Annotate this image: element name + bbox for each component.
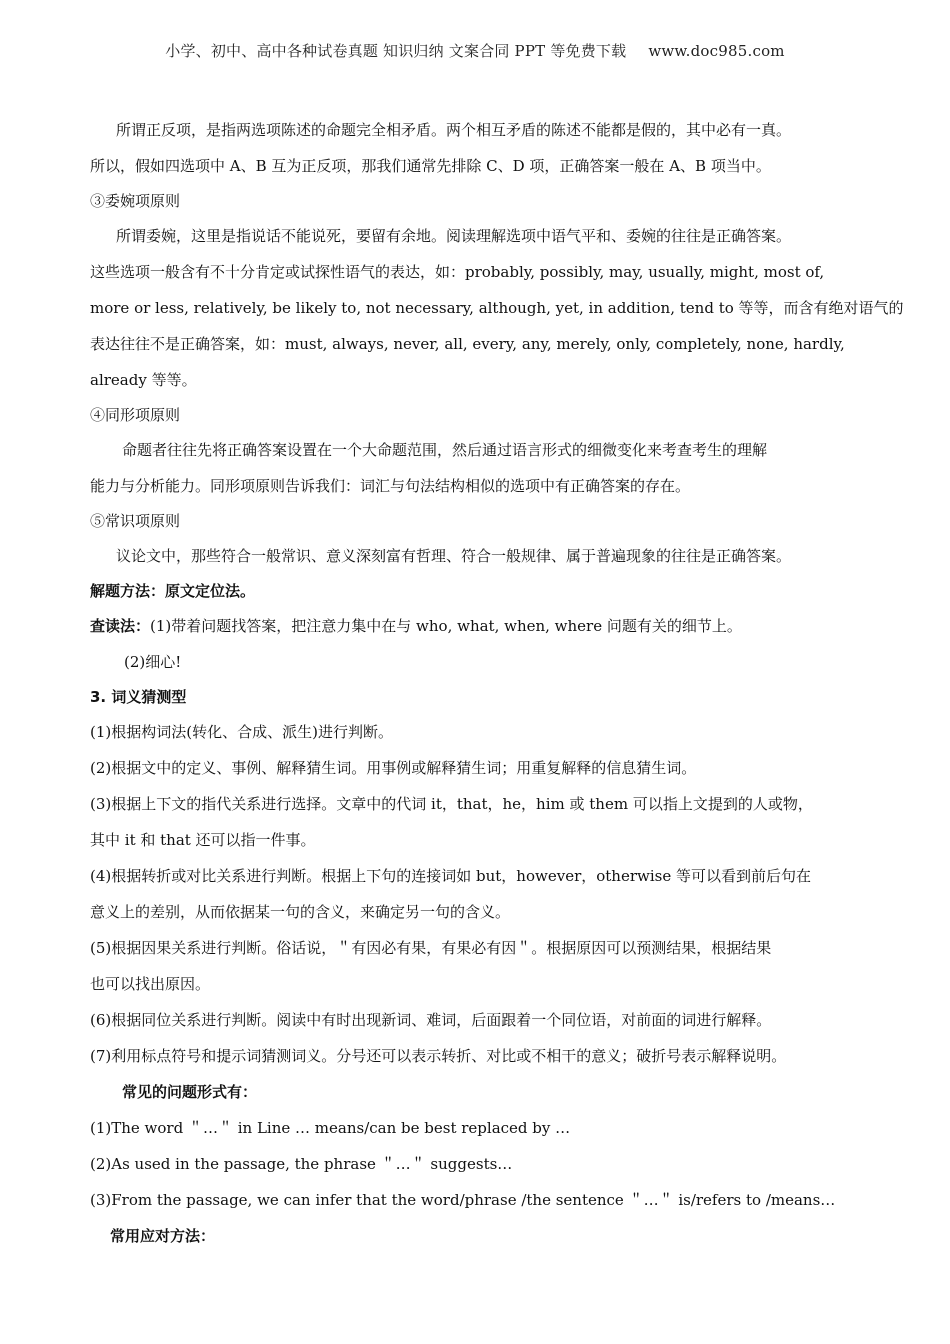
- paragraph-line: 所谓正反项，是指两选项陈述的命题完全相矛盾。两个相互矛盾的陈述不能都是假的，其中必有一真。: [116, 121, 792, 139]
- paragraph-line: 议论文中，那些符合一般常识、意义深刻富有哲理、符合一般规律、属于普遍现象的往往是正确答案。: [116, 547, 792, 565]
- list-item: (6)根据同位关系进行判断。阅读中有时出现新词、难词，后面跟着一个同位语，对前面的词进行解释。: [90, 1011, 772, 1029]
- paragraph-line: 所以，假如四选项中 A、B 互为正反项，那我们通常先排除 C、D 项，正确答案一般在 A、B 项当中。: [90, 157, 771, 175]
- list-item: (7)利用标点符号和提示词猜测词义。分号还可以表示转折、对比或不相干的意义；破折号表示解释说明。: [90, 1047, 787, 1065]
- list-item: (1)根据构词法(转化、合成、派生)进行判断。: [90, 723, 393, 741]
- section-heading: ⑤常识项原则: [90, 512, 181, 530]
- paragraph-line: 其中 it 和 that 还可以指一件事。: [90, 831, 316, 849]
- scan-method-label: 查读法：: [90, 617, 151, 635]
- section-title: 3. 词义猜测型: [90, 688, 187, 706]
- paragraph-line: 命题者往往先将正确答案设置在一个大命题范围，然后通过语言形式的细微变化来考查考生的理解: [122, 441, 768, 459]
- subheading: 常用应对方法：: [110, 1227, 216, 1245]
- list-item: (5)根据因果关系进行判断。俗话说，＂有因必有果，有果必有因＂。根据原因可以预测结果，根据结果: [90, 939, 772, 957]
- subheading: 常见的问题形式有：: [122, 1083, 258, 1101]
- list-item: (3)From the passage, we can infer that the word/phrase /the sentence ＂…＂ is/refers to /means…: [90, 1191, 836, 1209]
- header-title: 小学、初中、高中各种试卷真题 知识归纳 文案合同 PPT 等免费下载: [165, 42, 627, 60]
- paragraph-line: 表达往往不是正确答案，如：must, always, never, all, every, any, merely, only, completely, none, hardly,: [90, 335, 845, 353]
- list-item: (3)根据上下文的指代关系进行选择。文章中的代词 it，that，he，him 或 them 可以指上文提到的人或物，: [90, 795, 813, 813]
- paragraph-line: 所谓委婉，这里是指说话不能说死，要留有余地。阅读理解选项中语气平和、委婉的往往是正确答案。: [116, 227, 792, 245]
- list-item: (2)根据文中的定义、事例、解释猜生词。用事例或解释猜生词；用重复解释的信息猜生词。: [90, 759, 697, 777]
- paragraph-line: 能力与分析能力。同形项原则告诉我们：词汇与句法结构相似的选项中有正确答案的存在。: [90, 477, 691, 495]
- scan-method-line: [90, 608, 872, 644]
- method-heading: 解题方法：原文定位法。: [90, 582, 256, 600]
- paragraph-line: 这些选项一般含有不十分肯定或试探性语气的表达，如：probably, possibly, may, usually, might, most of,: [90, 263, 825, 281]
- list-item: (1)The word ＂…＂ in Line … means/can be best replaced by …: [90, 1119, 571, 1137]
- document-body: [90, 112, 904, 1254]
- list-item: (4)根据转折或对比关系进行判断。根据上下句的连接词如 but，however，otherwise 等可以看到前后句在: [90, 867, 811, 885]
- section-heading: ③委婉项原则: [90, 192, 181, 210]
- paragraph-line: more or less, relatively, be likely to, not necessary, although, yet, in addition, tend to 等等，而含有绝对语气的: [90, 299, 904, 317]
- paragraph-line: 也可以找出原因。: [90, 975, 211, 993]
- page-header: [0, 40, 950, 61]
- paragraph-line: (2)细心!: [124, 653, 182, 671]
- section-heading: ④同形项原则: [90, 406, 181, 424]
- paragraph-line: 意义上的差别，从而依据某一句的含义，来确定另一句的含义。: [90, 903, 511, 921]
- list-item: (2)As used in the passage, the phrase ＂…＂ suggests…: [90, 1155, 513, 1173]
- scan-method-text: (1)带着问题找答案，把注意力集中在与 who, what, when, where 问题有关的细节上。: [150, 617, 742, 635]
- header-url[interactable]: www.doc985.com: [648, 42, 785, 60]
- paragraph-line: already 等等。: [90, 371, 197, 389]
